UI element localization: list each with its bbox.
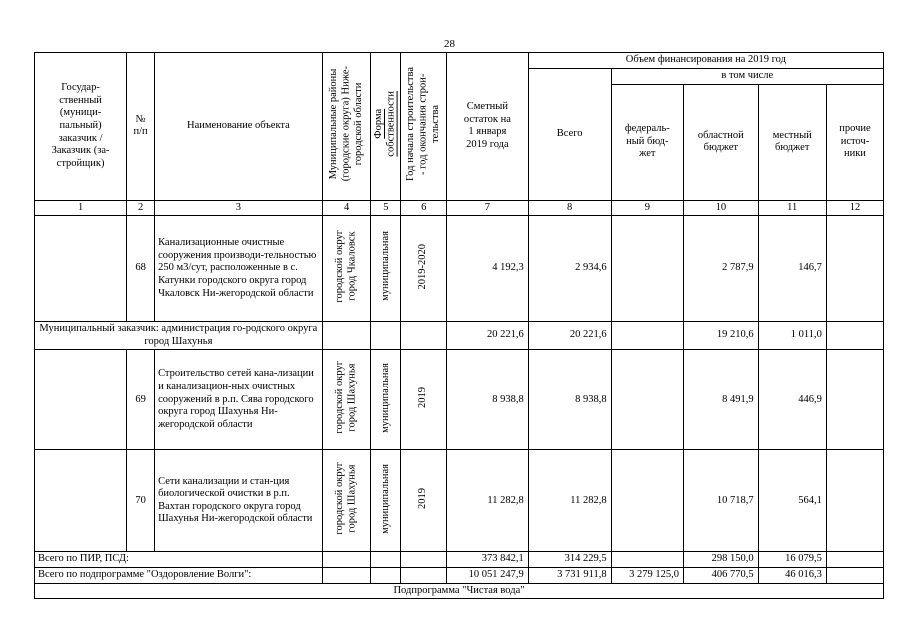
page-number: 28 [444,38,455,50]
federal-value [611,450,683,552]
local-value: 146,7 [758,216,826,322]
col-number: 12 [826,200,883,216]
federal-value [611,322,683,350]
estimated-value: 4 192,3 [446,216,528,322]
header-regional: областной бюджет [684,84,759,200]
col-number: 3 [155,200,323,216]
regional-value: 8 491,9 [684,350,759,450]
empty-cell [401,322,447,350]
header-other: прочие источ- ники [826,84,883,200]
local-value: 564,1 [758,450,826,552]
customer-label: Муниципальный заказчик: администрация го-родского округа город Шахунья [35,322,323,350]
table-row [35,216,884,322]
total-row [35,567,884,583]
subprogram-title: Подпрограмма "Чистая вода" [35,583,884,599]
col-number: 6 [401,200,447,216]
local-value: 446,9 [758,350,826,450]
table-row [35,350,884,450]
header-financing: Объем финансирования на 2019 год [528,53,883,69]
column-numbers-row [35,200,884,216]
col-number: 9 [611,200,683,216]
total-row [35,552,884,568]
federal-value: 3 279 125,0 [611,567,683,583]
header-estimated: Сметный остаток на 1 января 2019 года [446,53,528,201]
col-number: 1 [35,200,127,216]
years: 2019 [401,450,447,552]
ownership: муниципальная [371,450,401,552]
object-name: Сети канализации и стан-ция биологической очистки в р.п. Вахтан городского округа город Шахунья Ни-жегородской области [155,450,323,552]
estimated-value: 373 842,1 [446,552,528,568]
federal-value [611,350,683,450]
estimated-value: 20 221,6 [446,322,528,350]
other-value [826,450,883,552]
col-number: 4 [322,200,371,216]
empty-cell [322,552,371,568]
local-value: 1 011,0 [758,322,826,350]
estimated-value: 8 938,8 [446,350,528,450]
empty-cell [401,567,447,583]
empty-cell [371,552,401,568]
years: 2019-2020 [401,216,447,322]
regional-value: 19 210,6 [684,322,759,350]
ownership: муниципальная [371,350,401,450]
district: городской округ город Шахунья [322,350,371,450]
other-value [826,216,883,322]
customer-row [35,322,884,350]
financing-table [34,52,884,599]
local-value: 46 016,3 [758,567,826,583]
header-local: местный бюджет [758,84,826,200]
other-value [826,552,883,568]
subprogram-row [35,583,884,599]
other-value [826,322,883,350]
customer-cell [35,216,127,322]
col-number: 5 [371,200,401,216]
district: городской округ город Шахунья [322,450,371,552]
regional-value: 10 718,7 [684,450,759,552]
total-label: Всего по подпрограмме "Оздоровление Волги": [35,567,323,583]
other-value [826,350,883,450]
local-value: 16 079,5 [758,552,826,568]
total-value: 314 229,5 [528,552,611,568]
estimated-value: 10 051 247,9 [446,567,528,583]
empty-cell [401,552,447,568]
empty-cell [371,322,401,350]
table-row [35,450,884,552]
other-value [826,567,883,583]
district: городской округ город Чкаловск [322,216,371,322]
col-number: 10 [684,200,759,216]
header-ownership: Форма собственности [371,53,401,201]
header-federal: федераль- ный бюд- жет [611,84,683,200]
total-label: Всего по ПИР, ПСД: [35,552,323,568]
header-years: Год начала строительства - год окончания строи- тельства [401,53,447,201]
regional-value: 406 770,5 [684,567,759,583]
total-value: 3 731 911,8 [528,567,611,583]
row-num: 68 [127,216,155,322]
row-num: 69 [127,350,155,450]
header-districts: Муниципальные районы (городские округа) Ниже- городской области [322,53,371,201]
empty-cell [322,322,371,350]
ownership: муниципальная [371,216,401,322]
total-value: 20 221,6 [528,322,611,350]
row-num: 70 [127,450,155,552]
empty-cell [371,567,401,583]
total-value: 8 938,8 [528,350,611,450]
col-number: 8 [528,200,611,216]
total-value: 2 934,6 [528,216,611,322]
object-name: Канализационные очистные сооружения производи-тельностью 250 м3/сут, расположенные в с. Катунки городского округа город Чкаловск Ни-жегородской области [155,216,323,322]
header-customer: Государ- ственный (муници- пальный) заказчик / Заказчик (за- стройщик) [35,53,127,201]
customer-cell [35,450,127,552]
total-value: 11 282,8 [528,450,611,552]
object-name: Строительство сетей кана-лизации и канализацион-ных очистных сооружений в р.п. Сява городского округа город Шахунья Ни-жегородской области [155,350,323,450]
regional-value: 298 150,0 [684,552,759,568]
header-total: Всего [528,69,611,201]
col-number: 2 [127,200,155,216]
col-number: 7 [446,200,528,216]
regional-value: 2 787,9 [684,216,759,322]
header-num: № п/п [127,53,155,201]
estimated-value: 11 282,8 [446,450,528,552]
col-number: 11 [758,200,826,216]
federal-value [611,216,683,322]
customer-cell [35,350,127,450]
empty-cell [322,567,371,583]
years: 2019 [401,350,447,450]
federal-value [611,552,683,568]
header-including: в том числе [611,69,883,85]
header-object-name: Наименование объекта [155,53,323,201]
